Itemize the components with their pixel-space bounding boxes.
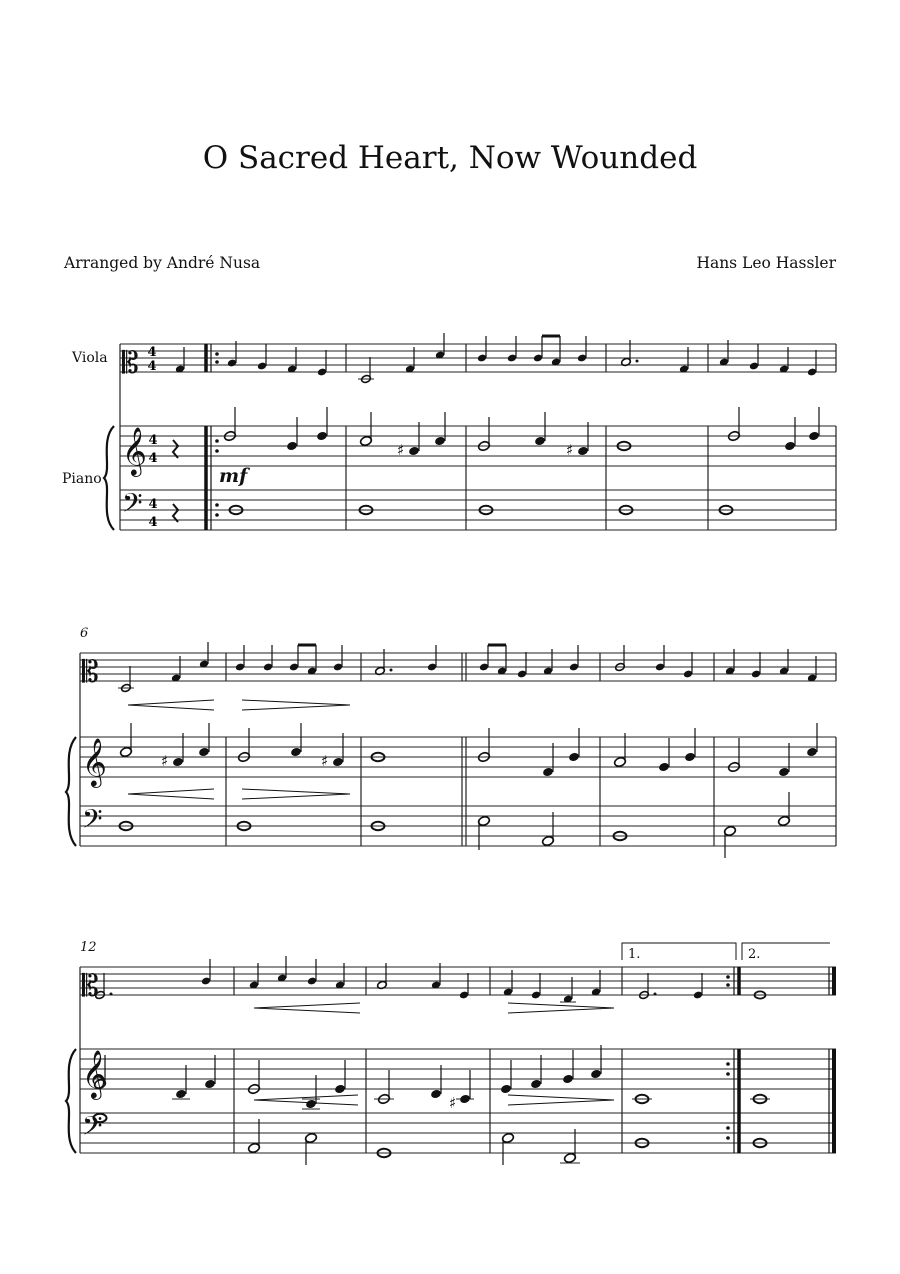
bass-clef-icon: 𝄢 [82,1110,103,1148]
bass-clef-icon: 𝄢 [82,803,103,841]
sharp-icon: ♯ [566,441,574,459]
dynamic-marking: mf [219,465,248,487]
alto-clef-icon: 𝄡 [82,655,99,690]
volta-brackets [622,943,830,962]
system-2 [66,626,836,858]
sharp-icon: ♯ [161,752,169,770]
alto-clef-icon: 𝄡 [122,346,139,381]
quarter-rest-icon [173,504,178,522]
measure-number: 12 [80,940,97,955]
measure-number: 6 [80,626,89,641]
alto-clef-icon: 𝄡 [82,969,99,1004]
time-sig-denominator: 4 [148,451,158,466]
hairpins-system-3 [254,1003,614,1105]
piano-label: Piano [62,471,102,487]
piano-bass-notes-system-2 [120,792,791,858]
barlines-system-2 [226,653,836,846]
time-sig-numerator: 4 [148,497,158,512]
composer-credit: Hans Leo Hassler [696,254,836,272]
hairpins-system-2 [128,700,350,799]
viola-staff-2 [80,653,836,690]
piano-treble-notes-system-2 [119,723,818,777]
treble-clef-icon: 𝄞 [82,1049,107,1098]
system-3 [66,940,836,1165]
quarter-rest-icon [173,440,178,458]
piano-brace [66,737,76,846]
sharp-icon: ♯ [449,1094,457,1112]
piano-bass-staff-2 [80,803,836,846]
piano-treble-notes-system-1 [223,407,820,459]
volta-second: 2. [748,947,761,962]
sharp-icon: ♯ [321,752,329,770]
piano-bass-staff-1 [120,487,836,530]
treble-clef-icon: 𝄞 [82,737,107,786]
viola-label: Viola [72,350,108,366]
arranger-credit: Arranged by André Nusa [64,254,261,272]
piano-brace [104,426,114,530]
treble-clef-icon: 𝄞 [122,426,147,475]
piano-bass-notes-system-3 [94,1114,767,1165]
time-sig-numerator: 4 [148,433,158,448]
system-1 [62,333,836,530]
time-sig-denominator: 4 [147,359,157,374]
piano-treble-staff-3 [80,1049,836,1100]
piano-brace [66,1049,76,1153]
bass-clef-icon: 𝄢 [122,487,143,525]
viola-notes-system-3 [95,956,766,1003]
volta-first: 1. [628,947,641,962]
time-sig-denominator: 4 [148,515,158,530]
page-title: O Sacred Heart, Now Wounded [202,140,698,176]
piano-treble-staff-2 [80,737,836,788]
time-sig-numerator: 4 [147,345,157,360]
viola-staff-3 [80,967,836,1004]
piano-bass-staff-3 [80,1110,836,1153]
sharp-icon: ♯ [397,441,405,459]
